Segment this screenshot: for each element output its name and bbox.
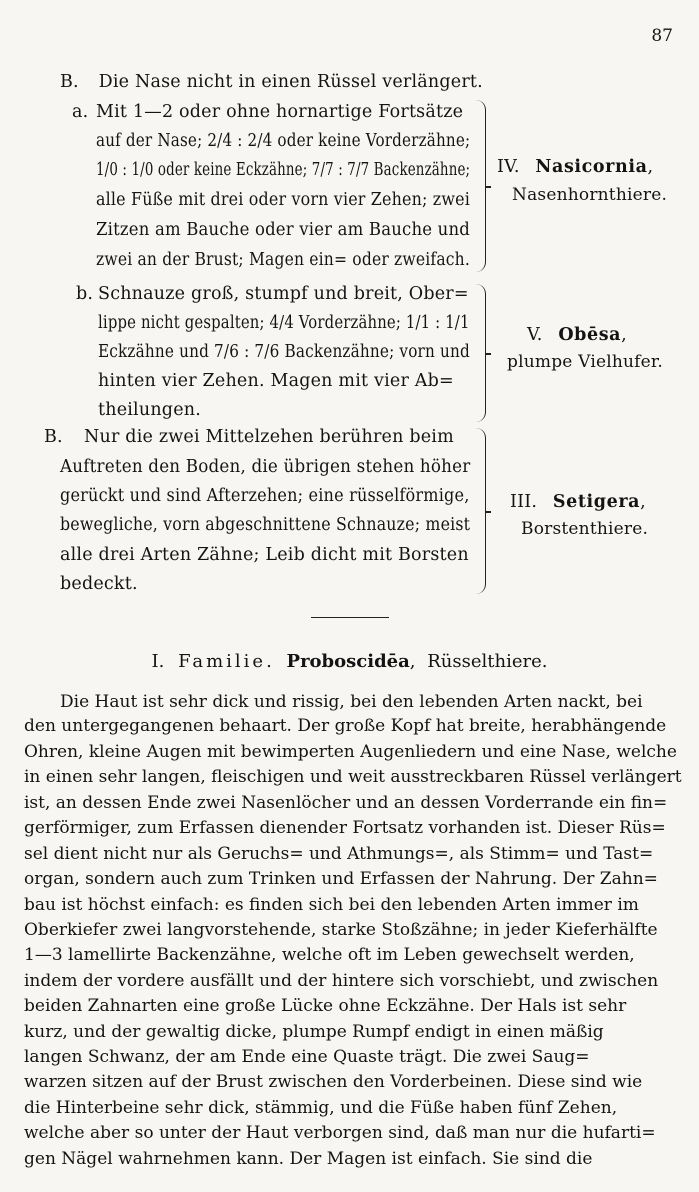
key-b-line: Schnauze groß, stumpf und breit, Ober=: [98, 284, 469, 304]
paragraph-line: langen Schwanz, der am Ende eine Quaste trägt. Die zwei Saug=: [24, 1047, 590, 1067]
paragraph-line: ist, an dessen Ende zwei Nasenlöcher und an dessen Vorderrande ein fin=: [24, 793, 668, 813]
group-v-german: plumpe Vielhufer.: [507, 352, 663, 372]
paragraph-line: warzen sitzen auf der Brust zwischen den Vorderbeinen. Diese sind wie: [24, 1072, 643, 1092]
key-b-line: lippe nicht gespalten; 4/4 Vorderzähne; 1/1 : 1/1: [98, 313, 470, 333]
key-b-lower-label: B.: [44, 427, 63, 447]
key-a-line: Mit 1—2 oder ohne hornartige Fortsätze: [96, 102, 464, 122]
key-a-label: a.: [72, 102, 89, 122]
family-heading: I. Familie. Proboscidēa, Rüsselthiere.: [151, 651, 548, 672]
key-a-line: alle Füße mit drei oder vorn vier Zehen; zwei: [96, 190, 470, 210]
family-latin: Proboscidēa: [286, 651, 410, 672]
group-v-numeral: V.: [527, 325, 543, 345]
paragraph-line: sel dient nicht nur als Geruchs= und Athmungs=, als Stimm= und Tast=: [24, 844, 654, 864]
key-b-upper-text: Die Nase nicht in einen Rüssel verlängert.: [98, 72, 483, 92]
paragraph-line: indem der vordere ausfällt und der hintere sich vorschiebt, und zwischen: [24, 971, 659, 991]
key-b-lower-line: alle drei Arten Zähne; Leib dicht mit Borsten: [60, 545, 469, 565]
paragraph-line: gerförmiger, zum Erfassen dienender Fortsatz vorhanden ist. Dieser Rüs=: [24, 818, 666, 838]
paragraph-line: beiden Zahnarten eine große Lücke ohne Eckzähne. Der Hals ist sehr: [24, 996, 627, 1016]
key-a-line: 1/0 : 1/0 oder keine Eckzähne; 7/7 : 7/7 Backenzähne;: [96, 160, 471, 180]
key-b-lower-line: Nur die zwei Mittelzehen berühren beim: [84, 427, 454, 447]
page-number: 87: [651, 26, 673, 46]
key-b-lower-line: bedeckt.: [60, 574, 138, 594]
group-iii-title: III. Setigera,: [510, 492, 646, 512]
paragraph-line: den untergegangenen behaart. Der große Kopf hat breite, herabhängende: [24, 716, 667, 736]
key-b-lower-line: Auftreten den Boden, die übrigen stehen höher: [60, 457, 471, 477]
group-iii-german: Borstenthiere.: [521, 519, 649, 539]
section-divider: [311, 617, 389, 618]
group-v-latin: Obēsa: [558, 325, 622, 345]
key-b-brace: [475, 284, 486, 422]
paragraph-line: Die Haut ist sehr dick und rissig, bei den lebenden Arten nackt, bei: [60, 692, 643, 712]
family-word: Familie.: [178, 651, 275, 672]
key-b-lower-brace: [475, 428, 486, 594]
key-b-lower-line: gerückt und sind Afterzehen; eine rüsselförmige,: [60, 486, 470, 506]
paragraph-line: bau ist höchst einfach: es finden sich bei den lebenden Arten immer im: [24, 895, 639, 915]
family-german: Rüsselthiere.: [427, 651, 548, 672]
key-b-line: Eckzähne und 7/6 : 7/6 Backenzähne; vorn und: [98, 342, 470, 362]
paragraph-line: kurz, und der gewaltig dicke, plumpe Rumpf endigt in einen mäßig: [24, 1022, 604, 1042]
paragraph-line: die Hinterbeine sehr dick, stämmig, und die Füße haben fünf Zehen,: [24, 1098, 618, 1118]
key-b-lower-line: bewegliche, vorn abgeschnittene Schnauze; meist: [60, 515, 471, 535]
key-a-brace: [475, 100, 486, 272]
key-a-line: zwei an der Brust; Magen ein= oder zweifach.: [96, 250, 470, 270]
group-v-title: V. Obēsa,: [527, 325, 627, 345]
paragraph-line: organ, sondern auch zum Trinken und Erfassen der Nahrung. Der Zahn=: [24, 869, 658, 889]
key-b-label: b.: [76, 284, 94, 304]
paragraph-line: gen Nägel wahrnehmen kann. Der Magen ist einfach. Sie sind die: [24, 1149, 593, 1169]
group-iv-german: Nasenhornthiere.: [512, 185, 668, 205]
paragraph-line: welche aber so unter der Haut verborgen sind, daß man nur die hufarti=: [24, 1123, 656, 1143]
key-a-line: auf der Nase; 2/4 : 2/4 oder keine Vorderzähne;: [96, 131, 471, 151]
group-iv-title: IV. Nasicornia,: [497, 157, 654, 177]
group-iii-latin: Setigera: [552, 492, 641, 512]
paragraph-line: in einen sehr langen, fleischigen und weit ausstreckbaren Rüssel verlängert: [24, 767, 682, 787]
key-b-upper-label: B.: [60, 72, 79, 92]
key-b-line: hinten vier Zehen. Magen mit vier Ab=: [98, 371, 454, 391]
group-iii-numeral: III.: [510, 492, 538, 512]
key-a-line: Zitzen am Bauche oder vier am Bauche und: [96, 220, 471, 240]
paragraph-line: Ohren, kleine Augen mit bewimperten Augenliedern und eine Nase, welche: [24, 742, 677, 762]
group-iv-latin: Nasicornia: [535, 157, 648, 177]
paragraph-line: Oberkiefer zwei langvorstehende, starke Stoßzähne; in jeder Kieferhälfte: [24, 920, 658, 940]
group-iv-numeral: IV.: [497, 157, 520, 177]
paragraph-line: 1—3 lamellirte Backenzähne, welche oft im Leben gewechselt werden,: [24, 945, 635, 965]
key-b-upper: [60, 72, 483, 92]
key-b-line: theilungen.: [98, 400, 201, 420]
family-numeral: I.: [151, 651, 165, 672]
